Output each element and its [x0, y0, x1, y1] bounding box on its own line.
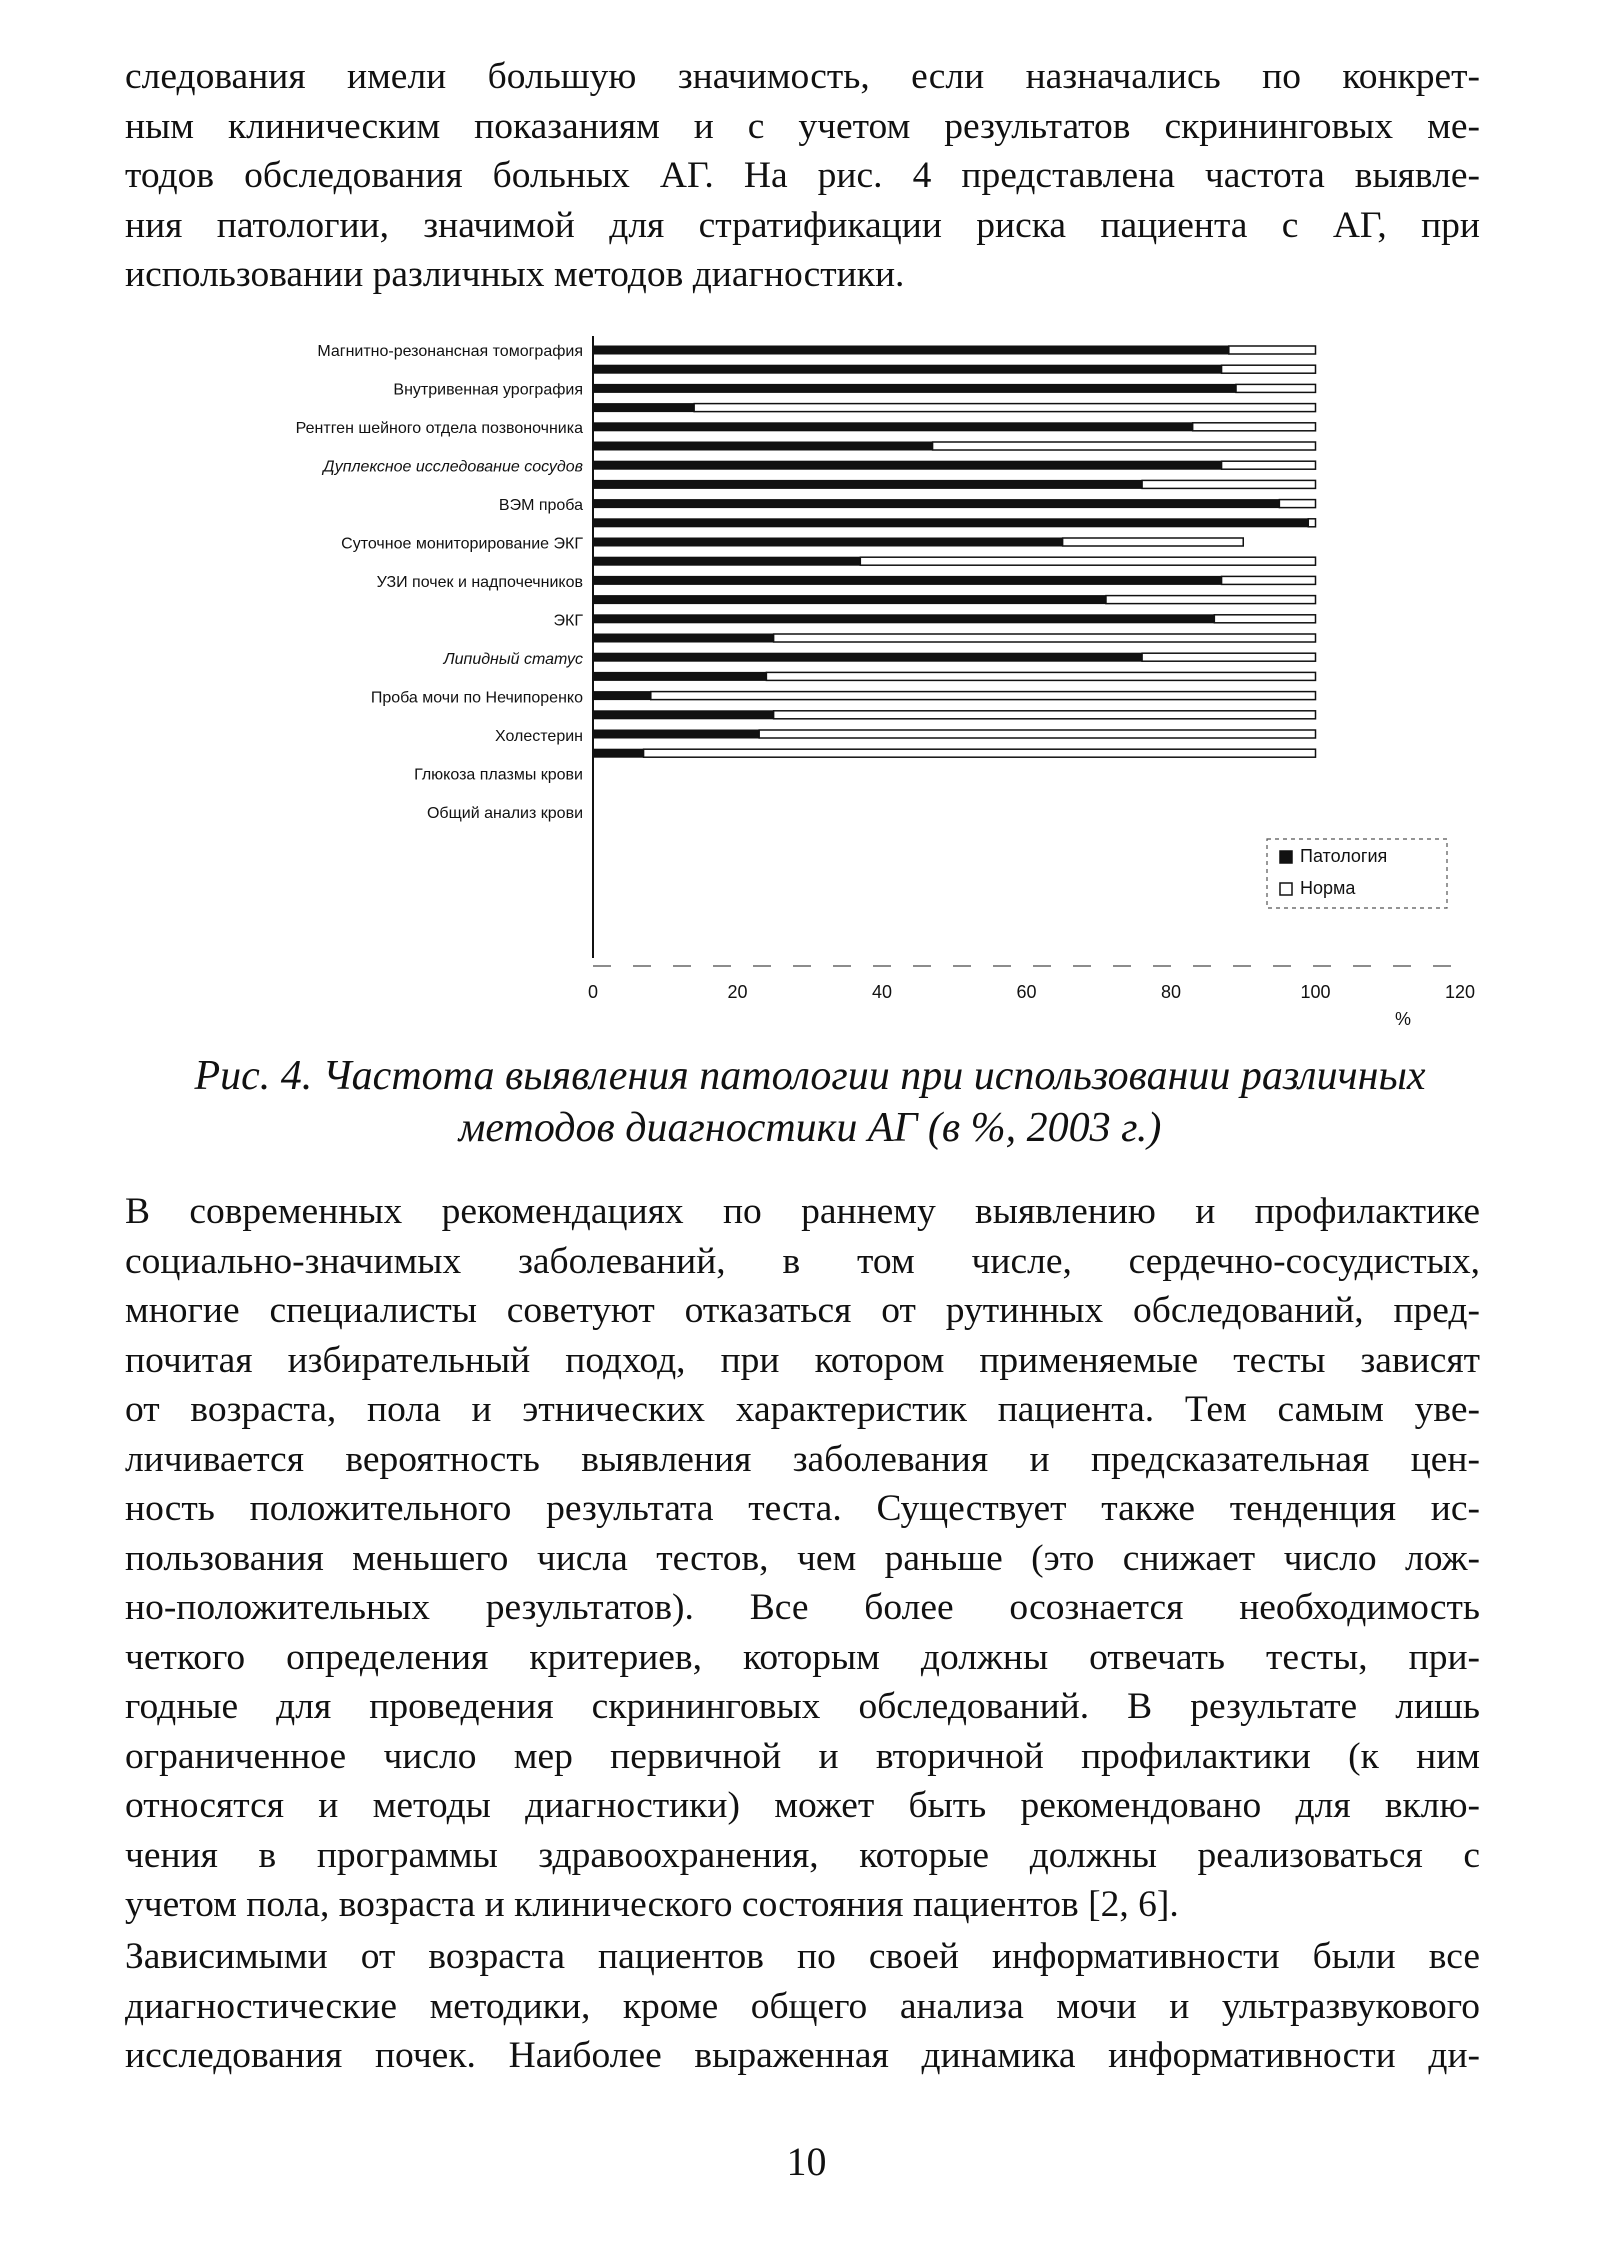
- x-tick-label: 80: [1160, 982, 1182, 1002]
- bar-patology: [593, 653, 1142, 661]
- bar-patology: [593, 596, 1106, 604]
- bar-norma: [1236, 384, 1315, 392]
- bar-patology: [593, 500, 1279, 508]
- bar-norma: [1106, 596, 1316, 604]
- category-label: ЭКГ: [553, 612, 583, 630]
- x-tick-label: 60: [1016, 982, 1037, 1002]
- text-line: ния патологии, значимой для стратификации риска пациента с АГ, при: [125, 204, 1480, 246]
- bar-patology: [593, 519, 1308, 527]
- caption-line: Рис. 4. Частота выявления патологии при использовании различных: [194, 1053, 1426, 1099]
- figure-caption: [160, 1050, 1460, 1154]
- text-line: пользования меньшего числа тестов, чем раньше (это снижает число лож-: [125, 1537, 1480, 1579]
- bar-norma: [651, 692, 1316, 700]
- bar-patology: [593, 692, 651, 700]
- bar-patology: [593, 461, 1222, 469]
- legend-label: Патология: [1300, 846, 1388, 866]
- category-label: УЗИ почек и надпочечников: [376, 574, 583, 591]
- bar-patology: [593, 442, 933, 450]
- paragraph-3: [125, 1932, 1480, 2081]
- text-line: ным клиническим показаниям и с учетом результатов скрининговых ме-: [125, 105, 1480, 147]
- text-line: но-положительных результатов). Все более осознается необходимость: [125, 1587, 1480, 1628]
- text-line: диагностические методики, кроме общего анализа мочи и ультразвукового: [125, 1985, 1480, 2027]
- category-label: ВЭМ проба: [498, 497, 583, 514]
- category-label: Магнитно-резонансная томография: [317, 343, 583, 360]
- legend-label: Норма: [1300, 878, 1356, 898]
- x-tick-label: 120: [1444, 982, 1476, 1002]
- bar-norma: [1308, 519, 1315, 527]
- bar-norma: [1214, 615, 1315, 623]
- bar-patology: [593, 672, 766, 680]
- text-line: социально-значимых заболеваний, в том числе, сердечно-сосудистых,: [125, 1240, 1480, 1282]
- category-label: Дуплексное исследование сосудов: [323, 458, 583, 476]
- category-label: Рентген шейного отдела позвоночника: [295, 420, 583, 437]
- bar-chart: [120, 318, 1500, 1038]
- bar-norma: [1222, 576, 1316, 584]
- text-line: следования имели большую значимость, если назначались по конкрет-: [125, 56, 1480, 97]
- bar-patology: [593, 538, 1063, 546]
- x-tick-label: 100: [1300, 982, 1331, 1002]
- bar-patology: [593, 480, 1142, 488]
- text-line: использовании различных методов диагностики.: [125, 254, 905, 295]
- category-label: Холестерин: [495, 728, 583, 745]
- category-label: Внутривенная урография: [393, 381, 583, 399]
- text-line: четкого определения критериев, которым должны отвечать тесты, при-: [125, 1636, 1480, 1678]
- category-label: Общий анализ крови: [426, 805, 583, 822]
- bar-patology: [593, 365, 1222, 373]
- bar-norma: [759, 730, 1315, 738]
- bar-norma: [766, 672, 1315, 680]
- legend-swatch: [1280, 851, 1292, 863]
- bar-patology: [593, 423, 1193, 431]
- x-tick-label: 0: [587, 982, 599, 1002]
- bar-norma: [1222, 365, 1316, 373]
- text-line: тодов обследования больных АГ. На рис. 4 представлена частота выявле-: [125, 155, 1480, 196]
- text-line: годные для проведения скрининговых обследований. В результате лишь: [125, 1686, 1480, 1727]
- bar-norma: [644, 749, 1316, 757]
- bar-norma: [1063, 538, 1244, 546]
- bar-norma: [860, 557, 1315, 565]
- bar-norma: [774, 711, 1316, 719]
- bar-patology: [593, 730, 759, 738]
- x-tick-label: 20: [727, 982, 748, 1002]
- paragraph-2: [125, 1187, 1480, 1930]
- bar-patology: [593, 615, 1214, 623]
- text-line: учетом пола, возраста и клинического состояния пациентов [2, 6].: [125, 1884, 1179, 1925]
- bar-patology: [593, 346, 1229, 354]
- category-label: Проба мочи по Нечипоренко: [370, 689, 583, 707]
- bar-norma: [1142, 653, 1315, 661]
- text-line: многие специалисты советуют отказаться от рутинных обследований, пред-: [125, 1290, 1480, 1331]
- bar-norma: [1142, 480, 1315, 488]
- top-paragraph: [125, 52, 1480, 300]
- text-line: почитая избирательный подход, при котором применяемые тесты зависят: [125, 1339, 1480, 1381]
- page-number: 10: [786, 2139, 827, 2184]
- text-line: ограниченное число мер первичной и вторичной профилактики (к ним: [125, 1735, 1480, 1777]
- x-tick-label: 40: [871, 982, 893, 1002]
- bar-norma: [1279, 500, 1315, 508]
- text-line: исследования почек. Наиболее выраженная динамика информативности ди-: [125, 2035, 1480, 2076]
- category-label: Липидный статус: [443, 651, 583, 668]
- bar-norma: [774, 634, 1316, 642]
- bar-patology: [593, 404, 694, 412]
- bar-norma: [1222, 461, 1316, 469]
- category-label: Глюкоза плазмы крови: [414, 766, 583, 784]
- text-line: относятся и методы диагностики) может быть рекомендовано для вклю-: [125, 1785, 1480, 1826]
- bar-norma: [1229, 346, 1316, 354]
- bar-norma: [1193, 423, 1316, 431]
- legend-swatch: [1280, 883, 1292, 895]
- bar-patology: [593, 634, 774, 642]
- bar-patology: [593, 557, 860, 565]
- bar-patology: [593, 576, 1222, 584]
- bar-patology: [593, 711, 774, 719]
- chart-svg: [120, 318, 1500, 1038]
- x-unit-label: %: [1394, 1009, 1412, 1029]
- bar-patology: [593, 384, 1236, 392]
- bar-patology: [593, 749, 644, 757]
- caption-line: методов диагностики АГ (в %, 2003 г.): [458, 1105, 1162, 1151]
- category-label: Суточное мониторирование ЭКГ: [341, 535, 583, 553]
- bar-norma: [694, 404, 1315, 412]
- text-line: В современных рекомендациях по раннему выявлению и профилактике: [125, 1191, 1480, 1232]
- text-line: от возраста, пола и этнических характеристик пациента. Тем самым уве-: [125, 1389, 1480, 1430]
- text-line: чения в программы здравоохранения, которые должны реализоваться с: [125, 1834, 1480, 1876]
- bar-norma: [933, 442, 1316, 450]
- text-line: ность положительного результата теста. Существует также тенденция ис-: [125, 1488, 1480, 1529]
- text-line: Зависимыми от возраста пациентов по своей информативности были все: [125, 1936, 1480, 1977]
- text-line: личивается вероятность выявления заболевания и предсказательная цен-: [125, 1438, 1480, 1480]
